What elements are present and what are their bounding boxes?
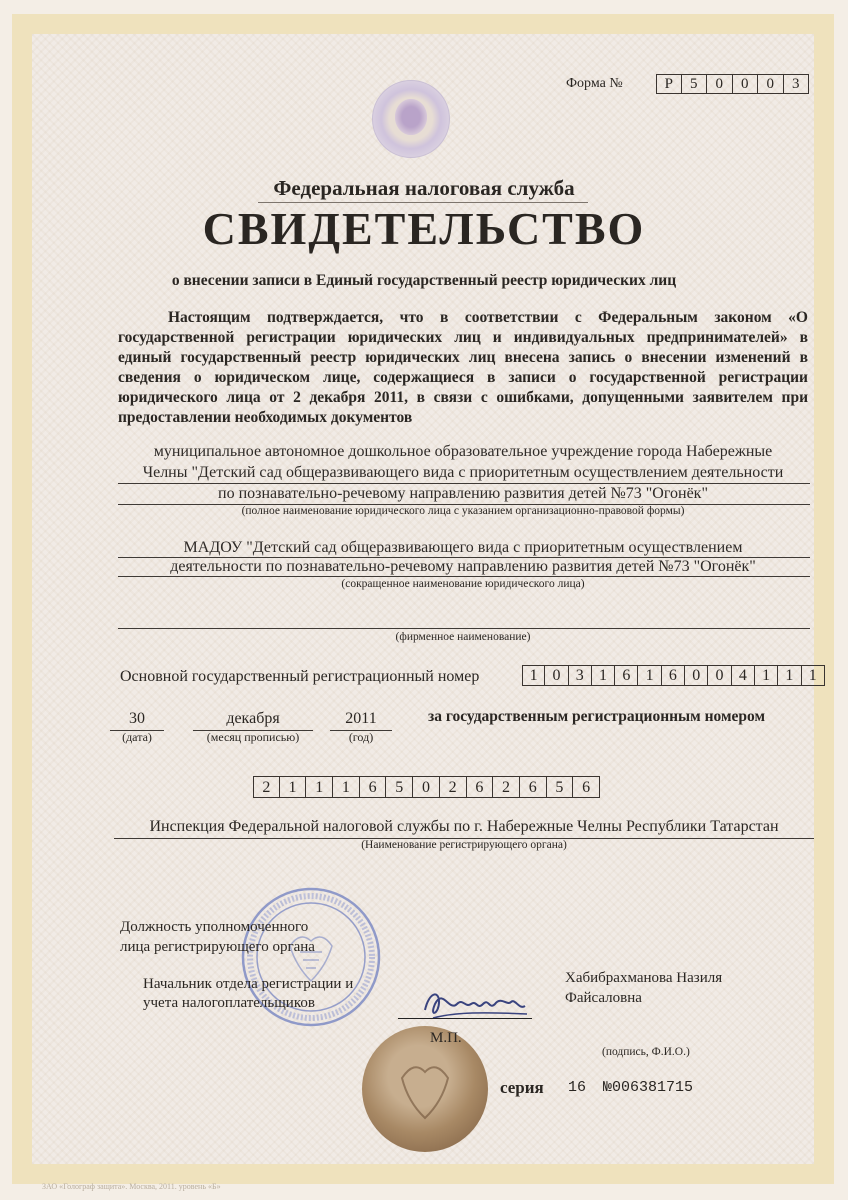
forma-code-cell: 5 bbox=[682, 74, 708, 94]
forma-code-cell: Р bbox=[656, 74, 682, 94]
short-name-underline-2 bbox=[118, 576, 810, 577]
eagle-icon bbox=[395, 99, 427, 135]
short-name-line-1: МАДОУ "Детский сад общеразвивающего вида с приоритетным осуществлением bbox=[183, 539, 743, 556]
mp-label: М.П. bbox=[430, 1030, 462, 1046]
document-title: СВИДЕТЕЛЬСТВО bbox=[202, 203, 646, 254]
grn-digit: 6 bbox=[520, 776, 547, 798]
ogrn-digit: 1 bbox=[778, 665, 801, 686]
date-day-caption: (дата) bbox=[122, 730, 152, 744]
intro-text: Настоящим подтверждается, что в соответствии с Федеральным законом «О государственной регистрации юридических лиц и индивидуальных предпринимателей» в единый государственный реестр юридических лиц внесена запись о внесении изменений в сведения о юридическом лице, содержащиеся в записи о государственной регистрации юридического лица от 2 декабря 2011, в связи с ошибками, допущенными заявителем при предоставлении необходимых документов bbox=[118, 309, 808, 426]
ogrn-label: Основной государственный регистрационный номер bbox=[120, 668, 480, 685]
forma-code-cell: 0 bbox=[758, 74, 784, 94]
signer-name bbox=[565, 968, 722, 1008]
grn-digit: 5 bbox=[386, 776, 413, 798]
agency-name: Федеральная налоговая служба bbox=[273, 176, 575, 200]
ogrn-digit: 0 bbox=[685, 665, 708, 686]
grn-digit: 2 bbox=[440, 776, 467, 798]
emblem-hologram bbox=[372, 80, 450, 158]
full-name-line-1: муниципальное автономное дошкольное образовательное учреждение города Набережные bbox=[153, 443, 773, 460]
forma-code bbox=[656, 74, 809, 94]
short-name-caption: (сокращенное наименование юридического лица) bbox=[341, 578, 585, 590]
forma-code-cell: 0 bbox=[707, 74, 733, 94]
date-day: 30 bbox=[129, 710, 145, 727]
ogrn-digits bbox=[522, 665, 825, 686]
series-number: №006381715 bbox=[603, 1079, 694, 1096]
signature-caption: (подпись, Ф.И.О.) bbox=[602, 1046, 690, 1058]
grn-digit: 5 bbox=[547, 776, 574, 798]
grn-digit: 0 bbox=[413, 776, 440, 798]
date-month-caption: (месяц прописью) bbox=[206, 730, 300, 744]
forma-label: Форма № bbox=[566, 76, 623, 91]
ogrn-digit: 0 bbox=[708, 665, 731, 686]
full-name-caption: (полное наименование юридического лица с указанием организационно-правовой формы) bbox=[241, 505, 685, 517]
full-name-line-3: по познавательно-речевому направлению развития детей №73 "Огонёк" bbox=[218, 485, 708, 502]
date-month: декабря bbox=[226, 710, 280, 727]
seal-eagle-icon bbox=[362, 1026, 488, 1152]
series-value: 16 bbox=[568, 1079, 587, 1096]
authority-caption: (Наименование регистрирующего органа) bbox=[361, 839, 567, 851]
intro-paragraph bbox=[118, 308, 808, 428]
signer-name-line-2: Файсаловна bbox=[565, 990, 642, 1006]
ogrn-digit: 0 bbox=[545, 665, 568, 686]
firm-name-underline bbox=[118, 628, 810, 629]
series-label: серия bbox=[500, 1078, 544, 1097]
grn-digit: 6 bbox=[467, 776, 494, 798]
signer-name-line-1: Хабибрахманова Назиля bbox=[565, 970, 723, 986]
ogrn-digit: 6 bbox=[615, 665, 638, 686]
full-name-line-2: Челны "Детский сад общеразвивающего вида с приоритетным осуществлением деятельности bbox=[142, 464, 784, 481]
firm-name-caption: (фирменное наименование) bbox=[395, 631, 531, 643]
ogrn-digit: 4 bbox=[732, 665, 755, 686]
ogrn-digit: 1 bbox=[638, 665, 661, 686]
printer-note: ЗАО «Голограф защита». Москва, 2011. уровень «Б» bbox=[42, 1182, 221, 1191]
ogrn-digit: 6 bbox=[662, 665, 685, 686]
grn-digit: 2 bbox=[493, 776, 520, 798]
date-year: 2011 bbox=[345, 710, 377, 727]
forma-code-cell: 3 bbox=[784, 74, 810, 94]
grn-digit: 2 bbox=[253, 776, 280, 798]
date-year-caption: (год) bbox=[348, 730, 374, 744]
grn-digits bbox=[253, 776, 600, 798]
signature-line bbox=[398, 1018, 532, 1019]
grn-digit: 1 bbox=[333, 776, 360, 798]
gold-seal bbox=[362, 1026, 488, 1152]
position-label-1: Должность уполномоченного bbox=[120, 919, 309, 935]
position-label-2: лица регистрирующего органа bbox=[120, 939, 315, 955]
grn-digit: 1 bbox=[306, 776, 333, 798]
position-1: Начальник отдела регистрации и bbox=[143, 976, 354, 992]
handwritten-signature bbox=[415, 982, 533, 1028]
document-subtitle: о внесении записи в Единый государственный реестр юридических лиц bbox=[171, 272, 677, 289]
ogrn-digit: 1 bbox=[522, 665, 545, 686]
grn-digit: 1 bbox=[280, 776, 307, 798]
position-2: учета налогоплательщиков bbox=[143, 995, 315, 1011]
ogrn-digit: 3 bbox=[569, 665, 592, 686]
authority-name: Инспекция Федеральной налоговой службы по г. Набережные Челны Республики Татарстан bbox=[149, 818, 779, 835]
ogrn-digit: 1 bbox=[755, 665, 778, 686]
grn-label: за государственным регистрационным номером bbox=[428, 708, 766, 725]
grn-digit: 6 bbox=[360, 776, 387, 798]
ogrn-digit: 1 bbox=[802, 665, 825, 686]
grn-digit: 6 bbox=[573, 776, 600, 798]
ogrn-digit: 1 bbox=[592, 665, 615, 686]
short-name-line-2: деятельности по познавательно-речевому направлению развития детей №73 "Огонёк" bbox=[170, 558, 756, 575]
forma-code-cell: 0 bbox=[733, 74, 759, 94]
